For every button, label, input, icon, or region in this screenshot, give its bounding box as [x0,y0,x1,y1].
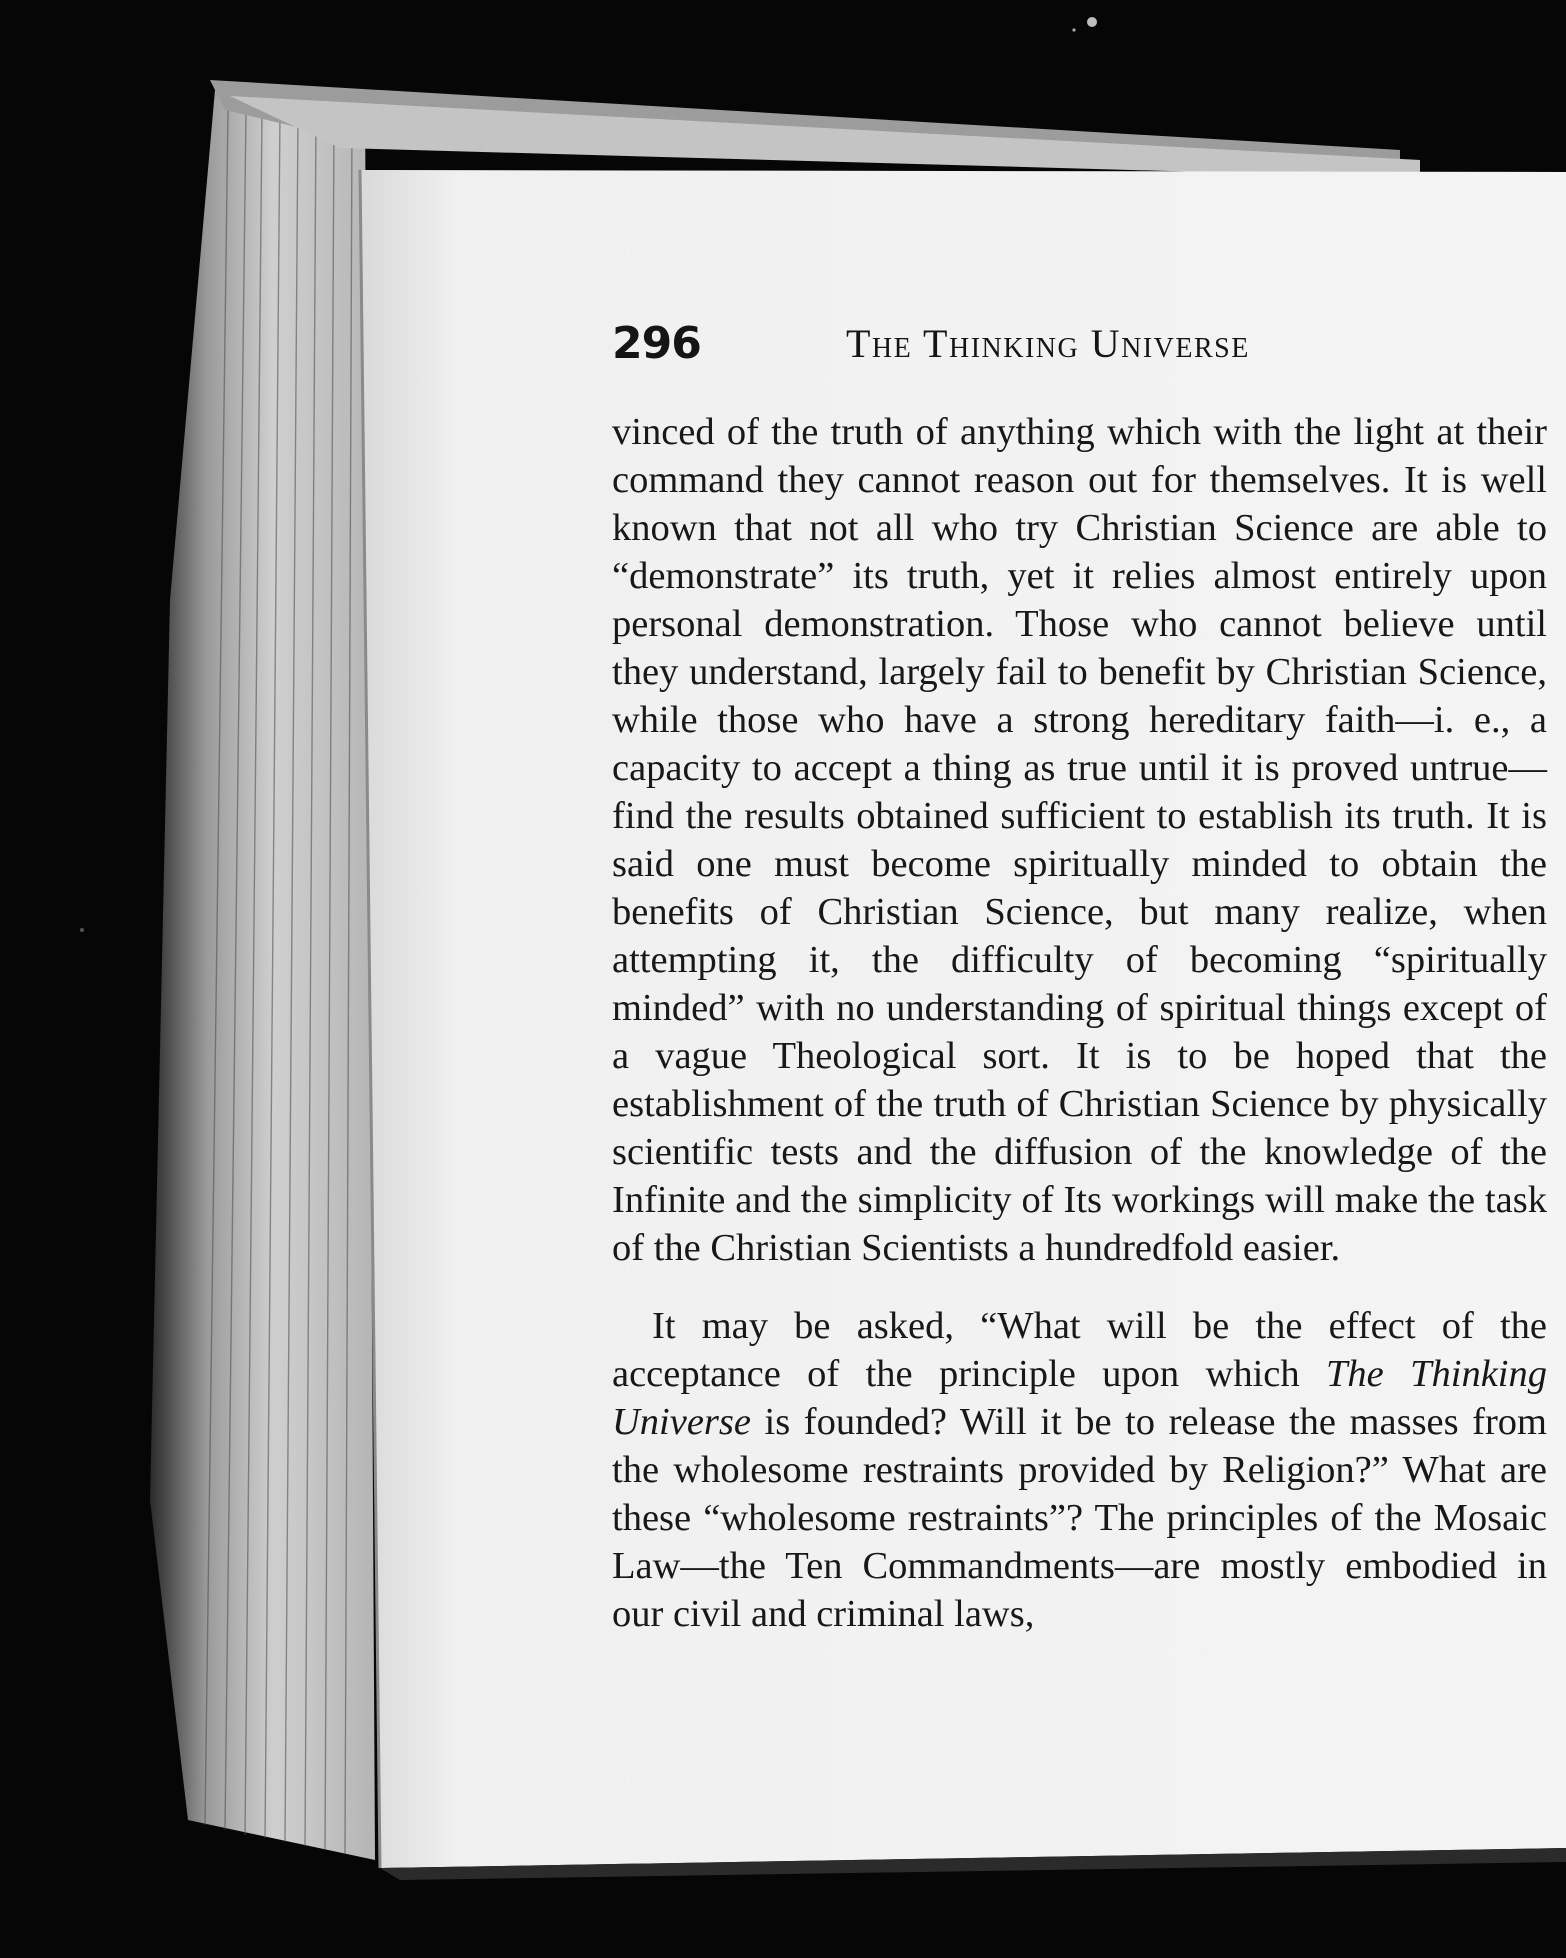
running-title: The Thinking Universe [846,321,1250,366]
paragraph-text: is founded? Will it be to release the masses from the wholesome restraints provided by Religion?” What are these “wholesome restraints”? The principles of the Mosaic Law—the Ten Commandments—are mostly embodied in our civil and criminal laws, [612,1401,1547,1635]
italic-book-title: The Thinking Universe [612,1353,1548,1443]
paragraph: vinced of the truth of anything which with the light at their command they cannot reason out for themselves. It is well known that not all who try Christian Science are able to “demonstrate” its truth, yet it relies almost entirely upon personal demonstration. Those who cannot believe until they understand, largely fail to benefit by Christian Science, while those who have a strong hereditary faith—i. e., a capacity to accept a thing as true until it is proved untrue—find the results obtained sufficient to establish its truth. It is said one must become spiritually minded to obtain the benefits of Christian Science, but many realize, when attempting it, the difficulty of becoming “spiritually minded” with no understanding of spiritual things except of a vague Theological sort. It is to be hoped that the establishment of the truth of Christian Science by physically scientific tests and the diffusion of the knowledge of the Infinite and the simplicity of Its workings will make the task of the Christian Scientists a hundredfold easier. [612,411,1547,1269]
page-number: 296 [612,318,701,369]
running-head [612,318,1312,368]
paragraph [612,1302,1547,1638]
paragraph-text: It may be asked, “What will be the effect of the acceptance of the principle upon which [612,1305,1547,1395]
body-text [612,408,1547,1638]
